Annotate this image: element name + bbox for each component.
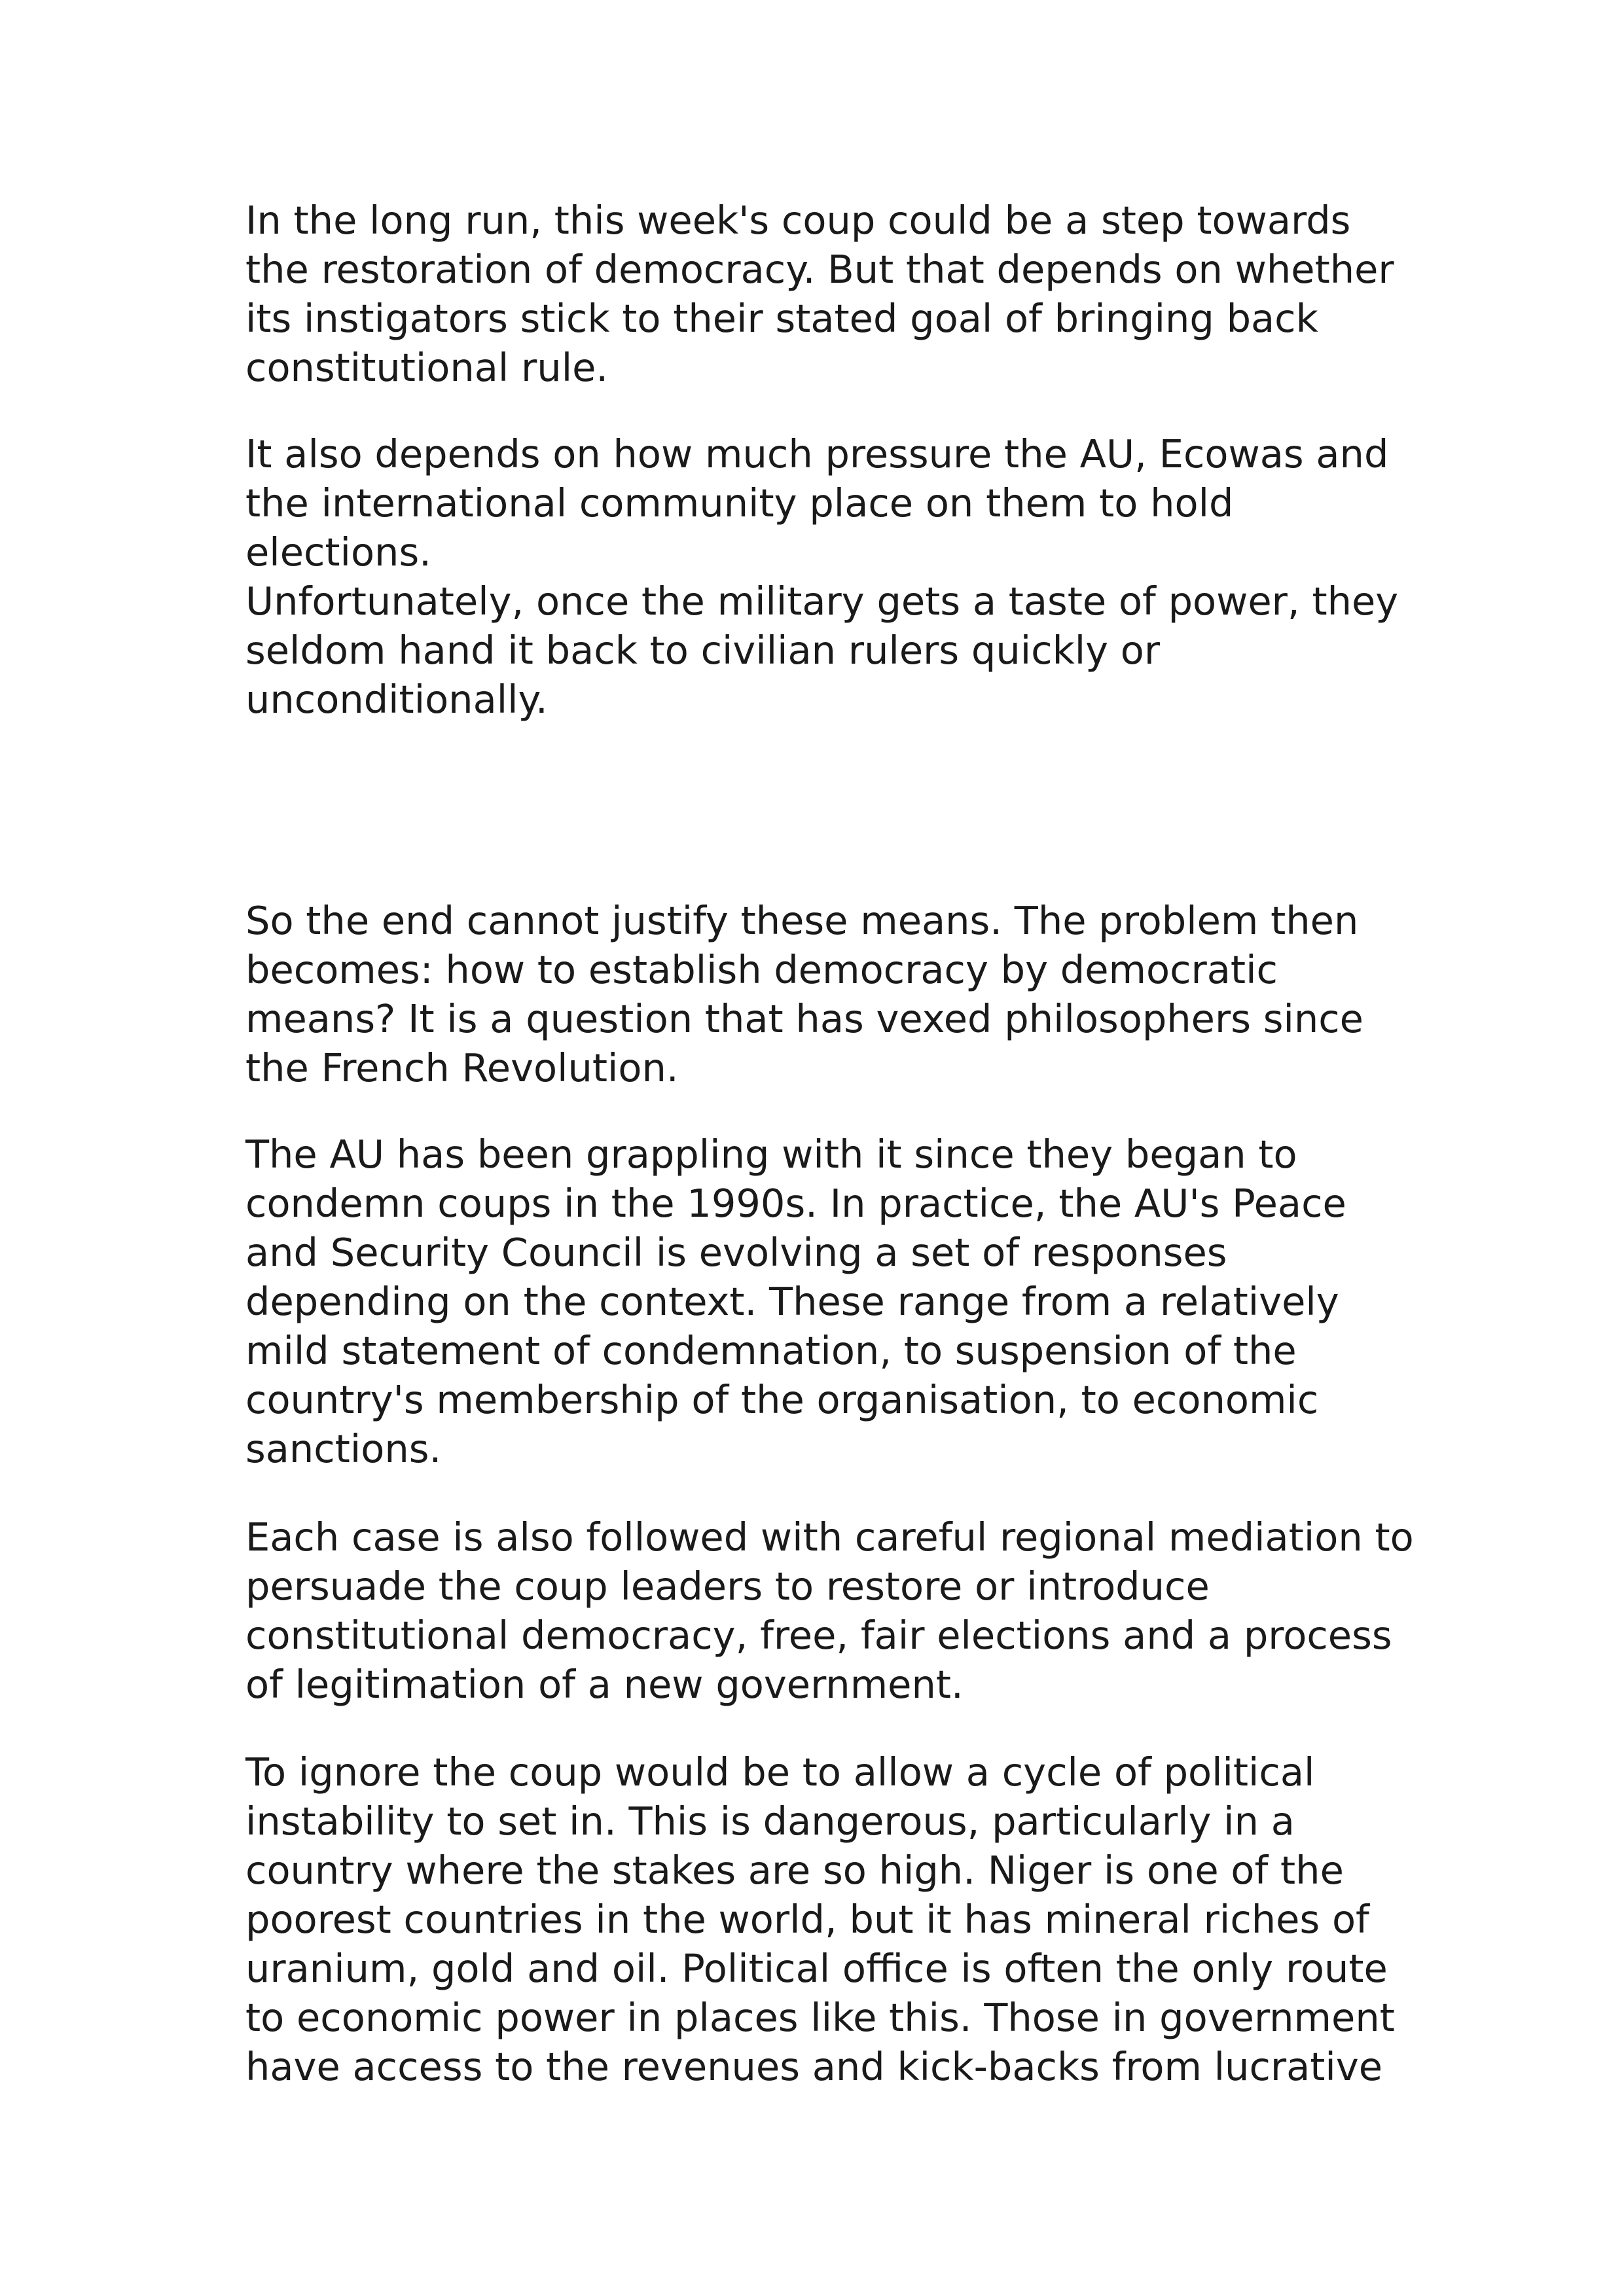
paragraph-instability: To ignore the coup would be to allow a cycle of political instability to set in. This is dangerous, particularly in a country where the stakes are so high. Niger is one of the poorest countries in the world, but it has mineral riches of uranium, gold and oil. Political office is often the only route to economic power in places like this. Those in government have access to the revenues and kick-backs from lucrative <box>245 1749 1395 2089</box>
paragraph-end-means: So the end cannot justify these means. The problem then becomes: how to establish democracy by democratic means? It is a question that has vexed philosophers since the French Revolution. <box>245 898 1363 1090</box>
paragraph-pressure: It also depends on how much pressure the AU, Ecowas and the international community place on them to hold elections. Unfortunately, once the military gets a taste of power, they seldom hand it back to civilian rulers quickly or unconditionally. <box>245 431 1399 722</box>
paragraph-au-grappling: The AU has been grappling with it since they began to condemn coups in the 1990s. In practice, the AU's Peace and Security Council is evolving a set of responses depending on the context. These range from a relatively mild statement of condemnation, to suspension of the country's membership of the organisation, to economic sanctions. <box>245 1132 1346 1471</box>
paragraph-mediation: Each case is also followed with careful regional mediation to persuade the coup leaders to restore or introduce constitutional democracy, free, fair elections and a process of legitimation of a new government. <box>245 1515 1414 1707</box>
paragraph-long-run: In the long run, this week's coup could be a step towards the restoration of democracy. But that depends on whether its instigators stick to their stated goal of bringing back constitutional rule. <box>245 198 1394 390</box>
